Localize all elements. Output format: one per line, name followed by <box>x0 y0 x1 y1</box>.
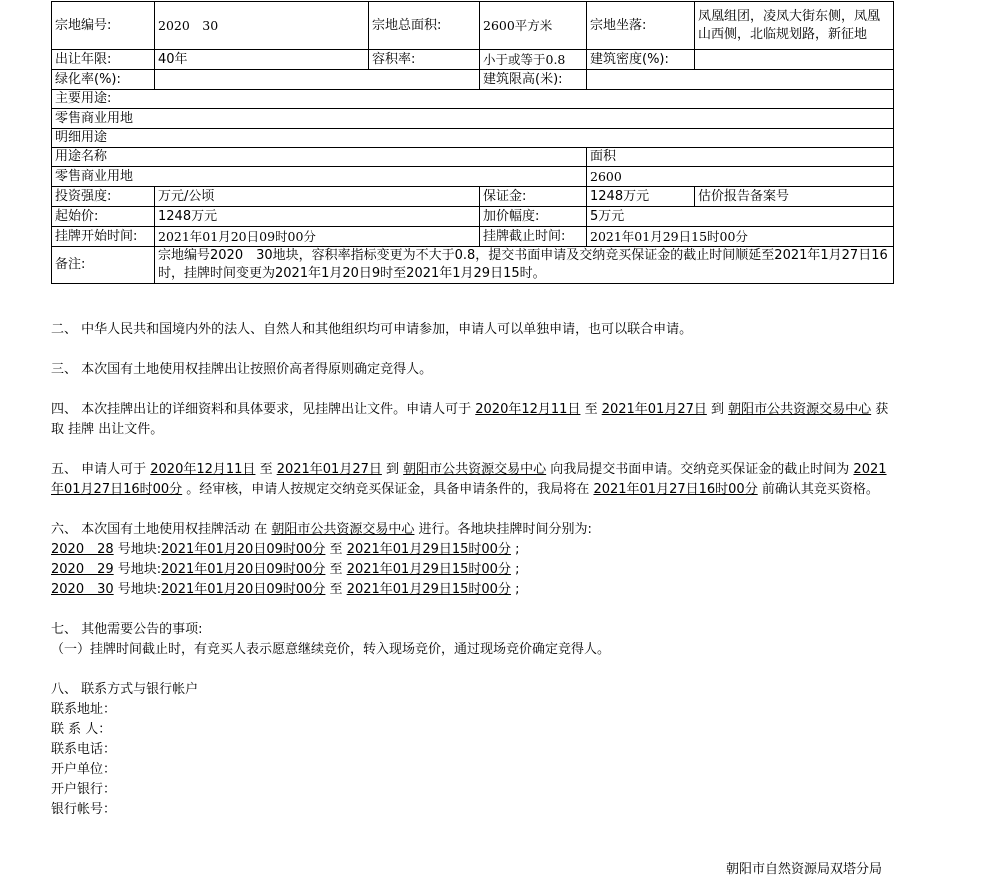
section-2: 二、 中华人民共和国境内外的法人、自然人和其他组织均可申请参加，申请人可以单独申请，也可以联合申请。 <box>51 322 693 337</box>
location-label: 宗地坐落: <box>587 2 695 50</box>
location: 凤凰组团，凌凤大街东侧，凤凰山西侧，北临规划路，新征地 <box>695 2 894 50</box>
appraisal-label: 估价报告备案号 <box>695 187 894 207</box>
parcel-no-label: 宗地编号: <box>52 2 155 50</box>
density-label: 建筑密度(%): <box>587 50 695 70</box>
detail-use-label: 明细用途 <box>52 129 894 148</box>
far: 小于或等于0.8 <box>480 50 587 70</box>
start-price-label: 起始价: <box>52 207 155 227</box>
place-link[interactable]: 朝阳市公共资源交易中心 <box>271 522 415 537</box>
remarks: 宗地编号2020 30地块，容积率指标变更为不大于0.8，提交书面申请及交纳竞买保证金的截止时间顺延至2021年1月27日16时，挂牌时间变更为2021年1月20日9时至2021年1月29日15时。 <box>155 247 894 284</box>
height-label: 建筑限高(米): <box>480 70 587 90</box>
use-name: 零售商业用地 <box>52 167 587 187</box>
list-start: 2021年01月20日09时00分 <box>155 227 480 247</box>
place-link[interactable]: 朝阳市公共资源交易中心 <box>403 462 547 477</box>
area-label: 面积 <box>587 148 894 167</box>
deposit-label: 保证金: <box>480 187 587 207</box>
parcel-table <box>51 1 894 284</box>
confirm-link[interactable]: 2021年01月27日16时00分 <box>593 482 758 497</box>
issuer-signature: 朝阳市自然资源局双塔分局 <box>726 862 883 877</box>
increment: 5万元 <box>587 207 894 227</box>
date-link[interactable]: 2021年01月27日 <box>276 462 382 477</box>
section-4: 四、 本次挂牌出让的详细资料和具体要求，见挂牌出让文件。申请人可于 2020年12月11日 至 2021年01月27日 到 朝阳市公共资源交易中心 获取 挂牌 出让文件。 <box>51 402 889 437</box>
far-label: 容积率: <box>369 50 480 70</box>
section-8-title: 八、 联系方式与银行帐户 <box>51 682 199 697</box>
date-link[interactable]: 2021年01月27日 <box>601 402 707 417</box>
section-7-title: 七、 其他需要公告的事项: <box>51 622 203 637</box>
total-area: 2600平方米 <box>480 2 587 50</box>
deposit: 1248万元 <box>587 187 695 207</box>
invest: 万元/公顷 <box>155 187 480 207</box>
parcel-no: 2020 30 <box>155 2 369 50</box>
invest-label: 投资强度: <box>52 187 155 207</box>
account-bank: 开户银行： <box>51 782 117 797</box>
parcel-schedule: 2020 30 号地块:2021年01月20日09时00分 至 2021年01月29日15时00分 ; <box>51 582 520 597</box>
green <box>155 70 480 90</box>
section-5: 五、 申请人可于 2020年12月11日 至 2021年01月27日 到 朝阳市公共资源交易中心 向我局提交书面申请。交纳竞买保证金的截止时间为 2021年01月27日16时00分 。经审核，申请人按规定交纳竞买保证金，具备申请条件的，我局将在 2021年01月27日16时00分 前确认其竞买资格。 <box>51 462 887 497</box>
place-link[interactable]: 朝阳市公共资源交易中心 <box>728 402 872 417</box>
section-3: 三、 本次国有土地使用权挂牌出让按照价高者得原则确定竞得人。 <box>51 362 433 377</box>
list-end-label: 挂牌截止时间: <box>480 227 587 247</box>
section-6: 六、 本次国有土地使用权挂牌活动 在 朝阳市公共资源交易中心 进行。各地块挂牌时间分别为: <box>51 522 592 537</box>
notice-body <box>51 320 896 820</box>
list-end: 2021年01月29日15时00分 <box>587 227 894 247</box>
deadline-link[interactable]: 2021年01月27日16时00分 <box>51 462 887 497</box>
contact-person: 联 系 人： <box>51 722 112 737</box>
remarks-label: 备注: <box>52 247 155 284</box>
density <box>695 50 894 70</box>
main-use: 零售商业用地 <box>52 109 894 129</box>
section-7-item: （一）挂牌时间截止时，有竞买人表示愿意继续竞价，转入现场竞价，通过现场竞价确定竞得人。 <box>51 642 611 657</box>
account-number: 银行帐号： <box>51 802 117 817</box>
parcel-schedule: 2020 29 号地块:2021年01月20日09时00分 至 2021年01月29日15时00分 ; <box>51 562 520 577</box>
use-name-label: 用途名称 <box>52 148 587 167</box>
list-start-label: 挂牌开始时间: <box>52 227 155 247</box>
contact-address: 联系地址： <box>51 702 117 717</box>
green-label: 绿化率(%): <box>52 70 155 90</box>
term-label: 出让年限: <box>52 50 155 70</box>
height <box>587 70 894 90</box>
start-price: 1248万元 <box>155 207 480 227</box>
date-link[interactable]: 2020年12月11日 <box>150 462 256 477</box>
date-link[interactable]: 2020年12月11日 <box>475 402 581 417</box>
increment-label: 加价幅度: <box>480 207 587 227</box>
parcel-schedule: 2020 28 号地块:2021年01月20日09时00分 至 2021年01月29日15时00分 ; <box>51 542 520 557</box>
contact-phone: 联系电话： <box>51 742 117 757</box>
account-name: 开户单位： <box>51 762 117 777</box>
term: 40年 <box>155 50 369 70</box>
total-area-label: 宗地总面积: <box>369 2 480 50</box>
use-area: 2600 <box>587 167 894 187</box>
main-use-label: 主要用途: <box>52 90 894 109</box>
